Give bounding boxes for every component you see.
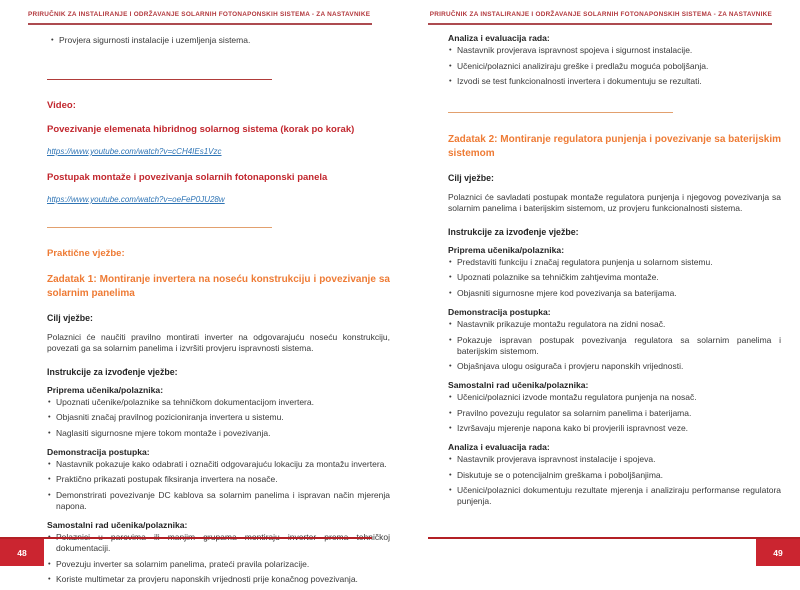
video-title: Povezivanje elemenata hibridnog solarnog sistema (korak po korak) [47, 124, 355, 136]
bullet-item: • Demonstrirati povezivanje DC kablova sa solarnim panelima i ispravan način mjerenja napona. [47, 490, 390, 512]
section-heading: Analiza i evaluacija rada: [448, 33, 550, 43]
bullet-item: • Učenici/polaznici dokumentuju rezultate mjerenja i analiziraju performanse regulatora punjenja. [448, 485, 781, 507]
page-49-content [448, 30, 781, 512]
running-header-left [28, 11, 372, 25]
footer-rule-left [0, 537, 372, 539]
bullet-item: • Nastavnik provjerava ispravnost spojeva i sigurnost instalacije. [448, 45, 781, 56]
bullet-item: • Učenici/polaznici izvode montažu regulatora punjenja na nosač. [448, 392, 781, 403]
bullet-item: • Naglasiti sigurnosne mjere tokom montaže i povezivanja. [47, 428, 390, 439]
bullet-item: • Nastavnik pokazuje kako odabrati i označiti odgovarajuću lokaciju za montažu invertera. [47, 459, 390, 470]
bullet-item: • Pravilno povezuju regulator sa solarnim panelima i baterijama. [448, 408, 781, 419]
section-heading: Priprema učenika/polaznika: [47, 384, 164, 395]
intro-bullet-list [47, 35, 390, 46]
section-heading: Analiza i evaluacija rada: [448, 442, 550, 453]
section-analiza-task1 [448, 33, 781, 87]
goal-text: Polaznici će naučiti pravilno montirati inverter na odgovarajuću noseću konstrukciju, povezati ga sa solarnim panelima i izvršiti provjeru ispravnosti sistema. [47, 331, 390, 354]
video-link[interactable]: https://www.youtube.com/watch?v=cCH4IEs1Vzc [47, 147, 222, 157]
divider-orange [448, 112, 673, 113]
section-samostalni-rad [47, 520, 390, 585]
bullet-item: • Objasniti sigurnosne mjere kod povezivanja sa baterijama. [448, 288, 781, 299]
bullet-item: • Koriste multimetar za provjeru naponskih vrijednosti prije konačnog povezivanja. [47, 574, 390, 585]
section-samostalni-rad [448, 380, 781, 434]
bullet-item: • Provjera sigurnosti instalacije i uzemljenja sistema. [47, 35, 390, 46]
section-demonstracija [448, 307, 781, 372]
section-analiza-task2 [448, 442, 781, 507]
section-heading: Demonstracija postupka: [448, 306, 551, 317]
bullet-list [47, 459, 390, 512]
divider-red [47, 79, 272, 80]
bullet-item: • Učenici/polaznici analiziraju greške i predlažu moguća poboljšanja. [448, 61, 781, 72]
bullet-item: • Nastavnik provjerava ispravnost instalacije i spojeva. [448, 454, 781, 465]
bullet-list [448, 454, 781, 507]
task1-title: Zadatak 1: Montiranje invertera na noseću konstrukciju i povezivanje sa solarnim panelima [47, 274, 390, 299]
section-priprema [47, 385, 390, 439]
bullet-list [448, 392, 781, 434]
page-48 [0, 0, 400, 585]
bullet-item: • Izvodi se test funkcionalnosti invertera i dokumentuju se rezultati. [448, 76, 781, 87]
bullet-item: • Objasniti značaj pravilnog pozicioniranja invertera u sistemu. [47, 412, 390, 423]
bullet-item: • Izvršavaju mjerenje napona kako bi provjerili ispravnost veze. [448, 423, 781, 434]
section-heading: Priprema učenika/polaznika: [448, 244, 565, 255]
page-48-content [47, 30, 390, 590]
bullet-list [47, 397, 390, 439]
video-link[interactable]: https://www.youtube.com/watch?v=oeFeP0JU28w [47, 195, 225, 205]
section-heading: Samostalni rad učenika/polaznika: [47, 520, 188, 531]
bullet-list [47, 532, 390, 585]
bullet-item: • Praktično prikazati postupak fiksiranja invertera na nosače. [47, 474, 390, 485]
bullet-item: • Nastavnik prikazuje montažu regulatora na zidni nosač. [448, 319, 781, 330]
page-number-badge: 48 [0, 539, 44, 566]
footer-rule-right [428, 537, 800, 539]
bullet-item: • Objašnjava ulogu osigurača i provjeru naponskih vrijednosti. [448, 361, 781, 372]
page-number-badge: 49 [756, 539, 800, 566]
goal-heading: Cilj vježbe: [448, 172, 494, 183]
bullet-item: • Pokazuje ispravan postupak povezivanja regulatora sa solarnim panelima i baterijskim sistemom. [448, 335, 781, 357]
bullet-item: • Upoznati učenike/polaznike sa tehničkom dokumentacijom invertera. [47, 397, 390, 408]
bullet-list [448, 319, 781, 372]
bullet-item: • Predstaviti funkciju i značaj regulatora punjenja u solarnom sistemu. [448, 257, 781, 268]
section-heading: Demonstracija postupka: [47, 446, 150, 457]
bullet-item: • Upoznati polaznike sa tehničkim zahtjevima montaže. [448, 272, 781, 283]
goal-text: Polaznici će savladati postupak montaže regulatora punjenja i njegovog povezivanja sa solarnim panelima i baterijskim sistemom, uz provjeru funkcionalnosti sistema. [448, 191, 781, 214]
bullet-list [448, 45, 781, 87]
page-49 [400, 0, 800, 566]
video-section-heading: Video: [47, 100, 76, 112]
video-title: Postupak montaže i povezivanja solarnih fotonaponski panela [47, 172, 328, 184]
bullet-item: • Povezuju inverter sa solarnim panelima, prateći pravila polarizacije. [47, 559, 390, 570]
instructions-heading: Instrukcije za izvođenje vježbe: [448, 226, 579, 237]
running-title: PRIRUČNIK ZA INSTALIRANJE I ODRŽAVANJE SOLARNIH FOTONAPONSKIH SISTEMA - ZA NASTAVNIKE [429, 11, 772, 18]
bullet-item: • Diskutuje se o potencijalnim greškama i poboljšanjima. [448, 470, 781, 481]
section-demonstracija [47, 447, 390, 512]
task2-title: Zadatak 2: Montiranje regulatora punjenja i povezivanje sa baterijskim sistemom [448, 134, 781, 159]
goal-heading: Cilj vježbe: [47, 312, 93, 323]
section-heading: Samostalni rad učenika/polaznika: [448, 380, 589, 391]
bullet-item: • Polaznici u parovima ili manjim grupama montiraju inverter prema tehničkoj dokumentaciji. [47, 532, 390, 554]
instructions-heading: Instrukcije za izvođenje vježbe: [47, 366, 178, 377]
bullet-list [448, 257, 781, 299]
divider-orange [47, 227, 272, 228]
section-priprema [448, 245, 781, 299]
running-title: PRIRUČNIK ZA INSTALIRANJE I ODRŽAVANJE SOLARNIH FOTONAPONSKIH SISTEMA - ZA NASTAVNIKE [28, 11, 371, 18]
practical-exercises-heading: Praktične vježbe: [47, 248, 125, 260]
running-header-right [428, 11, 772, 25]
